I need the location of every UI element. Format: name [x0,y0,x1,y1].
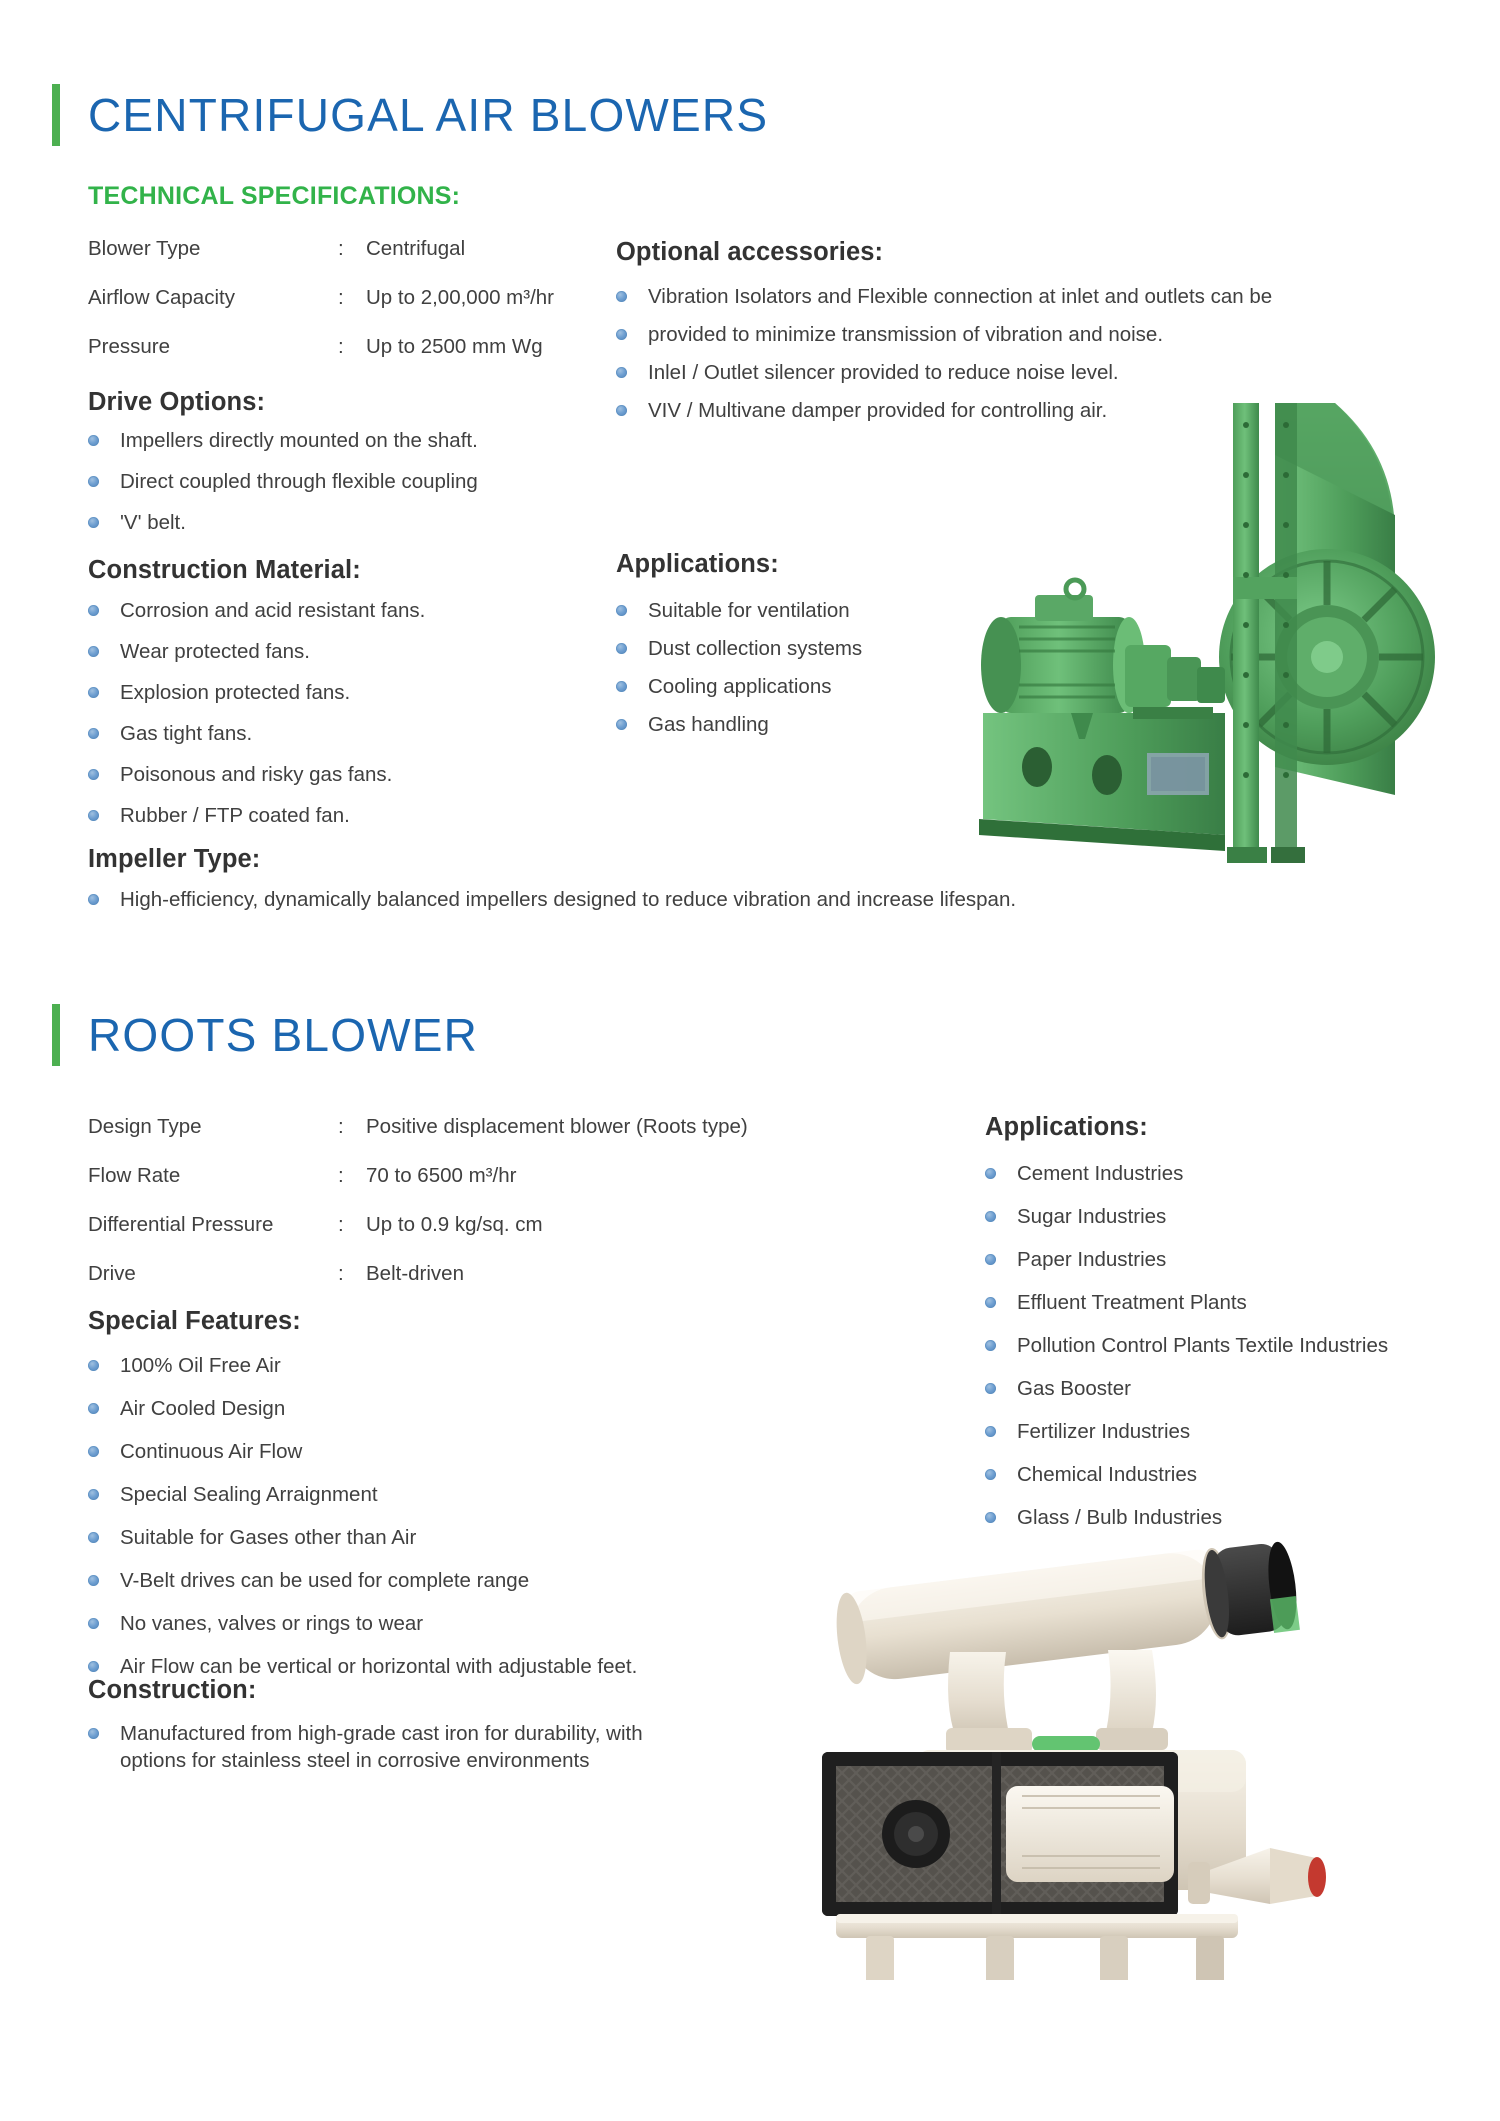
list-item-text: Dust collection systems [648,637,863,661]
list-impeller-type [88,886,1188,927]
list-item [88,1481,708,1508]
list-item [88,1438,708,1465]
list-item-text: Effluent Treatment Plants [1017,1291,1247,1315]
list-item-text: Corrosion and acid resistant fans. [120,599,426,622]
list-item [985,1418,1465,1445]
section-heading-centrifugal [52,84,768,146]
subheading-construction: Construction: [88,1676,257,1704]
list-item-text: Gas Booster [1017,1377,1131,1401]
list-item [88,1395,708,1422]
list-item [985,1289,1465,1316]
spec-value: Centrifugal [366,237,466,260]
spec-value: Positive displacement blower (Roots type) [366,1115,748,1138]
list-item [88,509,608,536]
bullet-icon [88,476,99,487]
list-item [88,1352,708,1379]
list-construction-material [88,597,608,843]
list-item [88,1720,698,1774]
bullet-icon [616,681,627,692]
list-item [616,321,1356,348]
bullet-icon [88,769,99,780]
list-item-text: 'V' belt. [120,511,186,535]
list-item [985,1246,1465,1273]
list-item-text: Explosion protected fans. [120,681,351,705]
list-item-text: High-efficiency, dynamically balanced impellers designed to reduce vibration and increase lifespan. [120,888,1017,911]
list-item [88,638,608,665]
list-item-text: V-Belt drives can be used for complete range [120,1569,530,1593]
spec-value: Up to 2,00,000 m³/hr [366,286,555,309]
list-item [985,1203,1465,1230]
accent-bar [52,84,60,146]
bullet-icon [985,1211,996,1222]
spec-key: Differential Pressure [88,1213,274,1236]
list-item [88,1567,708,1594]
list-item-text: provided to minimize transmission of vibration and noise. [648,323,1164,347]
bullet-icon [88,1532,99,1543]
list-item-text: Gas tight fans. [120,722,253,746]
list-item [88,468,608,495]
list-item-text: Special Sealing Arraignment [120,1483,378,1507]
list-item-text: Pollution Control Plants Textile Industries [1017,1334,1389,1358]
list-item-text: Vibration Isolators and Flexible connection at inlet and outlets can be [648,285,1273,308]
section-heading-roots [52,1004,478,1066]
spec-value: Up to 2500 mm Wg [366,335,543,358]
bullet-icon [985,1383,996,1394]
list-item-text: Manufactured from high-grade cast iron for durability, with options for stainless steel in corrosive environments [120,1722,643,1773]
subheading-applications-centrifugal: Applications: [616,550,779,578]
bullet-icon [616,291,627,302]
list-item-text: Chemical Industries [1017,1463,1198,1487]
bullet-icon [88,1360,99,1371]
page-title-roots: ROOTS BLOWER [88,1009,479,1061]
bullet-icon [616,367,627,378]
list-drive-options [88,427,608,550]
list-item [985,1160,1465,1187]
bullet-icon [88,435,99,446]
bullet-icon [88,728,99,739]
bullet-icon [88,517,99,528]
bullet-icon [88,1446,99,1457]
list-item [985,1461,1465,1488]
spec-value: 70 to 6500 m³/hr [366,1164,517,1187]
list-item [616,283,1356,310]
list-item [88,1524,708,1551]
bullet-icon [88,810,99,821]
spec-row [88,1213,748,1237]
list-special-features [88,1352,708,1696]
spec-row [88,286,554,310]
spec-key: Blower Type [88,237,201,260]
spec-row [88,237,554,261]
bullet-icon [88,687,99,698]
list-item-text: InleI / Outlet silencer provided to reduce noise level. [648,361,1119,385]
bullet-icon [88,1575,99,1586]
spec-colon: : [338,1213,344,1236]
list-item-text: Poisonous and risky gas fans. [120,763,393,787]
bullet-icon [88,1661,99,1672]
bullet-icon [616,719,627,730]
spec-value: Up to 0.9 kg/sq. cm [366,1213,543,1236]
spec-colon: : [338,286,344,309]
subheading-applications-roots: Applications: [985,1113,1148,1141]
list-item-text: Continuous Air Flow [120,1440,303,1464]
spec-row [88,335,554,359]
list-item-text: Sugar Industries [1017,1205,1167,1229]
spec-key: Design Type [88,1115,202,1138]
spec-row [88,1115,748,1139]
roots-blower-photo [800,1500,1400,1980]
technical-specifications-label: TECHNICAL SPECIFICATIONS: [88,182,461,210]
page-title-centrifugal: CENTRIFUGAL AIR BLOWERS [88,89,769,141]
bullet-icon [985,1168,996,1179]
bullet-icon [88,1618,99,1629]
subheading-special-features: Special Features: [88,1307,301,1335]
spec-row [88,1262,748,1286]
bullet-icon [88,605,99,616]
spec-colon: : [338,1164,344,1187]
list-item-text: Suitable for Gases other than Air [120,1526,417,1550]
list-item-text: Impellers directly mounted on the shaft. [120,429,478,452]
bullet-icon [616,329,627,340]
list-item [88,886,1188,913]
list-item [88,761,608,788]
bullet-icon [985,1297,996,1308]
list-item-text: 100% Oil Free Air [120,1354,281,1377]
bullet-icon [88,1489,99,1500]
list-item-text: Cooling applications [648,675,832,699]
bullet-icon [985,1340,996,1351]
list-item [616,635,1036,662]
bullet-icon [88,1403,99,1414]
list-item-text: Wear protected fans. [120,640,310,664]
list-item-text: Cement Industries [1017,1162,1184,1185]
list-item [88,597,608,624]
list-item-text: Air Cooled Design [120,1397,286,1421]
list-item [88,802,608,829]
bullet-icon [985,1469,996,1480]
list-construction [88,1720,698,1788]
spec-key: Pressure [88,335,171,358]
bullet-icon [88,1728,99,1739]
list-item-text: Rubber / FTP coated fan. [120,804,350,828]
list-applications-centrifugal [616,597,1036,749]
spec-colon: : [338,1115,344,1138]
bullet-icon [88,894,99,905]
list-item-text: Fertilizer Industries [1017,1420,1191,1444]
list-item [88,679,608,706]
list-item-text: Glass / Bulb Industries [1017,1506,1223,1530]
list-item [616,711,1036,738]
list-item-text: Air Flow can be vertical or horizontal with adjustable feet. [120,1655,638,1679]
list-item [88,720,608,747]
bullet-icon [616,643,627,654]
spec-table-roots [88,1115,748,1311]
spec-colon: : [338,237,344,260]
list-item-text: Paper Industries [1017,1248,1167,1272]
accent-bar [52,1004,60,1066]
spec-table-centrifugal [88,237,554,384]
list-item [985,1375,1465,1402]
bullet-icon [616,405,627,416]
subheading-construction-material: Construction Material: [88,556,361,584]
list-item [985,1332,1465,1359]
list-item [616,597,1036,624]
list-item [616,673,1036,700]
list-item-text: Suitable for ventilation [648,599,850,622]
subheading-optional-accessories: Optional accessories: [616,238,884,266]
list-item-text: Direct coupled through flexible coupling [120,470,478,494]
spec-key: Airflow Capacity [88,286,235,309]
bullet-icon [88,646,99,657]
list-item-text: Gas handling [648,713,769,737]
bullet-icon [985,1254,996,1265]
centrifugal-blower-photo [975,395,1445,875]
bullet-icon [616,605,627,616]
spec-key: Drive [88,1262,136,1285]
spec-colon: : [338,1262,344,1285]
list-item-text: No vanes, valves or rings to wear [120,1612,424,1636]
subheading-drive-options: Drive Options: [88,388,266,416]
subheading-impeller-type: Impeller Type: [88,845,261,873]
list-item [88,427,608,454]
spec-key: Flow Rate [88,1164,181,1187]
spec-colon: : [338,335,344,358]
spec-value: Belt-driven [366,1262,464,1285]
list-item-text: VIV / Multivane damper provided for controlling air. [648,399,1108,423]
spec-row [88,1164,748,1188]
bullet-icon [985,1426,996,1437]
list-item [88,1610,708,1637]
list-item [616,359,1356,386]
list-applications-roots [985,1160,1465,1547]
